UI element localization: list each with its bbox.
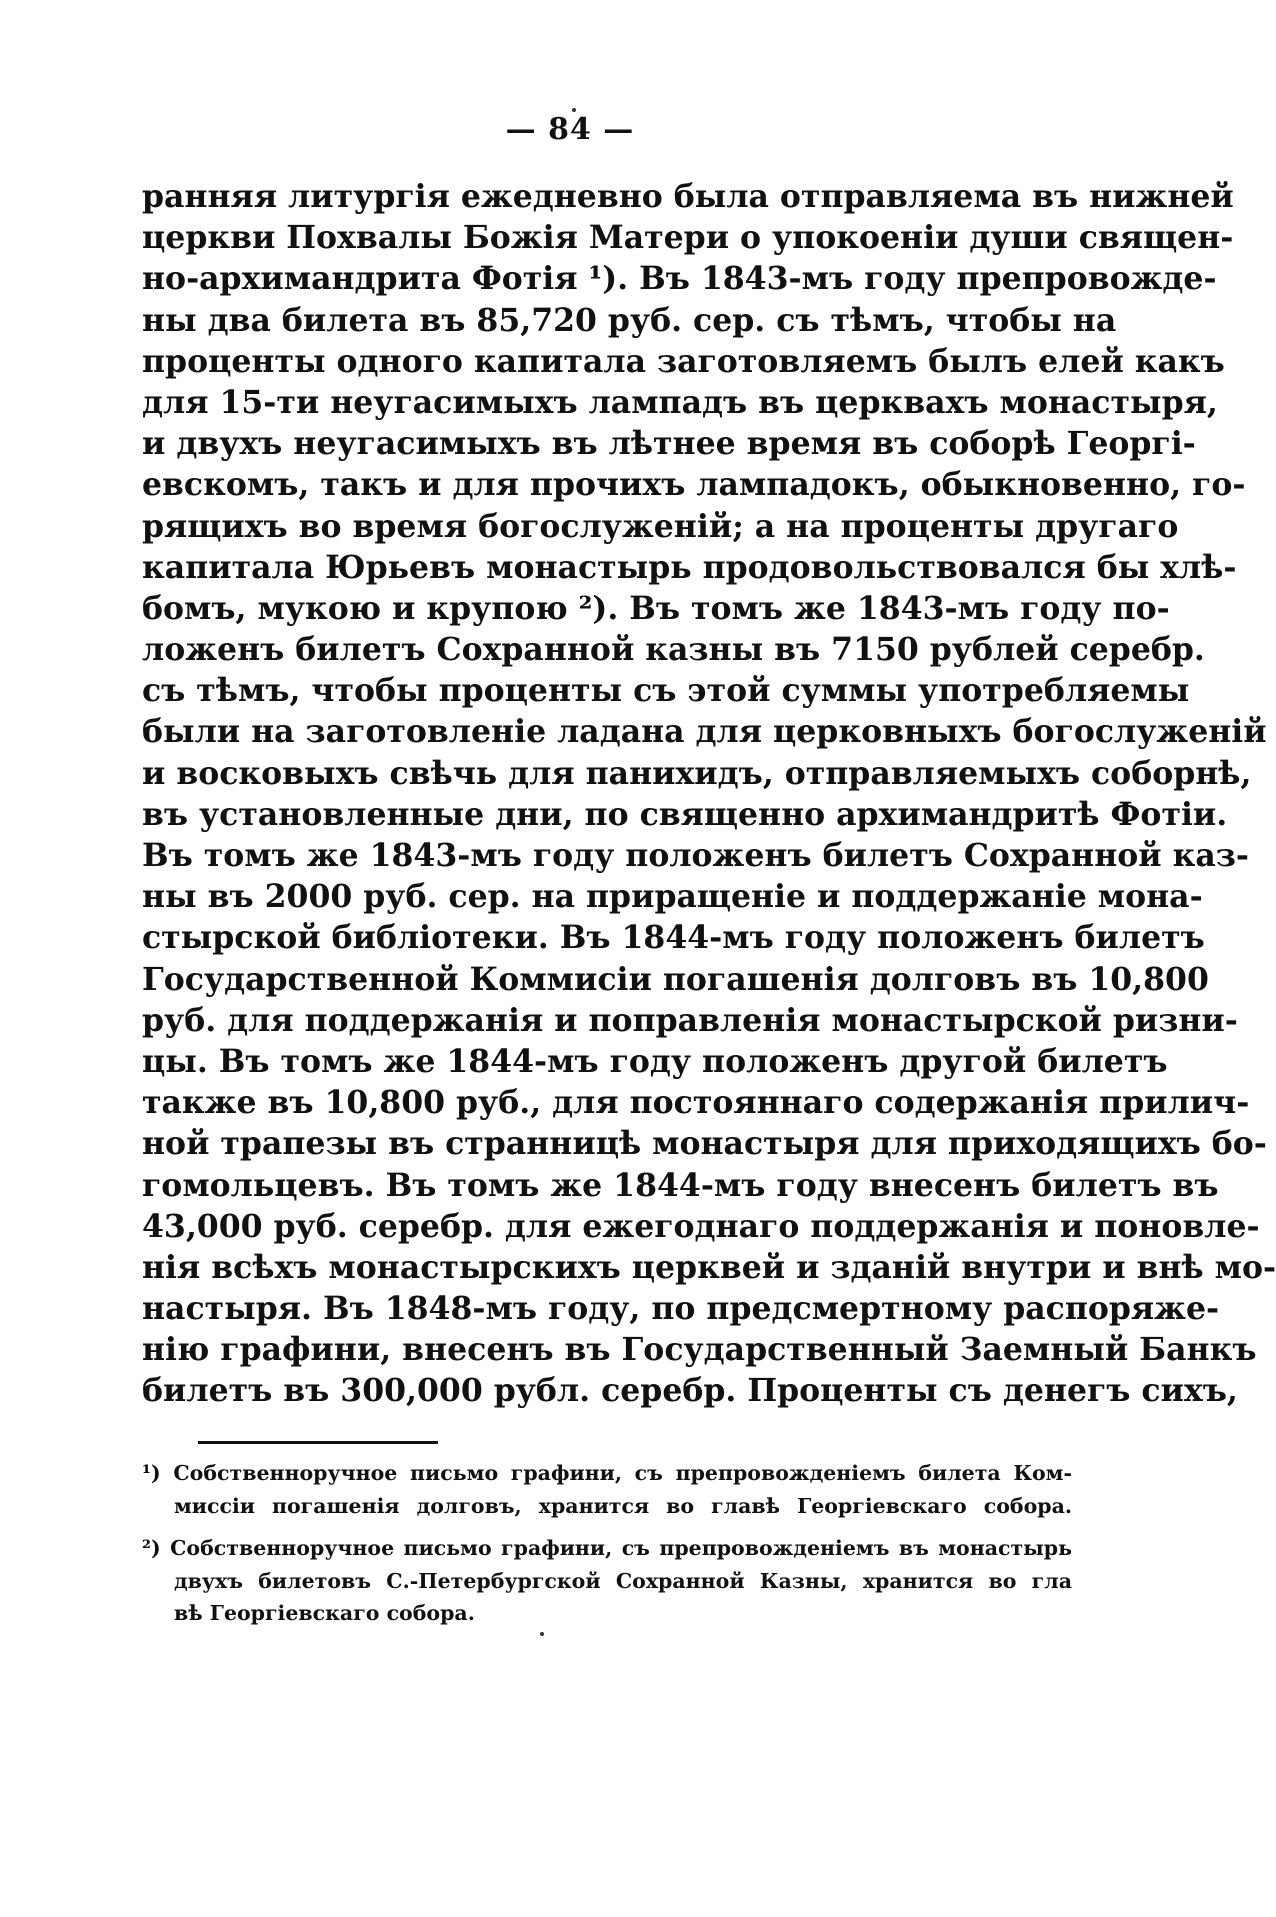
- body-line: но-архимандрита Фотія ¹). Въ 1843-мъ году препровожде-: [142, 260, 1217, 298]
- footnote-line: двухъ билетовъ С.-Петербургской Сохранной Казны, хранится во гла: [174, 1568, 1072, 1593]
- body-line: 43,000 руб. серебр. для ежегоднаго поддержанія и поновле-: [142, 1207, 1260, 1245]
- footnote-2: [142, 1532, 1072, 1630]
- body-line: и двухъ неугасимыхъ въ лѣтнее время въ соборѣ Георгі-: [142, 425, 1196, 463]
- footnotes: [142, 1457, 1072, 1630]
- footnote-line: вѣ Георгіевскаго собора.: [174, 1601, 475, 1625]
- page-number: — 84 —: [505, 112, 635, 147]
- body-line: гомольцевъ. Въ томъ же 1844-мъ году внесенъ билетъ въ: [142, 1166, 1219, 1204]
- body-line: также въ 10,800 руб., для постояннаго содержанія прилич-: [142, 1084, 1250, 1122]
- body-line: настыря. Въ 1848-мъ году, по предсмертному распоряже-: [142, 1290, 1220, 1328]
- print-speck: [540, 1632, 544, 1636]
- body-line: руб. для поддержанія и поправленія монастырской ризни-: [142, 1001, 1238, 1039]
- body-line: въ установленные дни, по священно архимандритѣ Фотіи.: [142, 795, 1228, 833]
- print-speck: [572, 108, 576, 112]
- body-line: ной трапезы въ странницѣ монастыря для приходящихъ бо-: [142, 1125, 1267, 1163]
- body-line: и восковыхъ свѣчь для панихидъ, отправляемыхъ соборнѣ,: [142, 754, 1252, 792]
- footnote-line: миссіи погашенія долговъ, хранится во главѣ Георгіевскаго собора.: [174, 1493, 1072, 1518]
- body-line: нію графини, внесенъ въ Государственный Заемный Банкъ: [142, 1331, 1257, 1369]
- body-line: для 15-ти неугасимыхъ лампадъ въ церквахъ монастыря,: [142, 383, 1218, 421]
- body-line: церкви Похвалы Божія Матери о упокоеніи души священ-: [142, 219, 1234, 257]
- body-line: цы. Въ томъ же 1844-мъ году положенъ другой билетъ: [142, 1042, 1168, 1080]
- body-line: ранняя литургія ежедневно была отправляема въ нижней: [142, 178, 1234, 215]
- body-line: нія всѣхъ монастырскихъ церквей и зданій внутри и внѣ мо-: [142, 1248, 1276, 1286]
- body-line: бомъ, мукою и крупою ²). Въ томъ же 1843-мъ году по-: [142, 589, 1170, 627]
- body-line: ложенъ билетъ Сохранной казны въ 7150 рублей серебр.: [142, 631, 1205, 669]
- footnote-line: ¹) Собственноручное письмо графини, съ препровожденіемъ билета Ком-: [142, 1461, 1072, 1485]
- body-line: съ тѣмъ, чтобы проценты съ этой суммы употребляемы: [142, 672, 1190, 710]
- footnote-line: ²) Собственноручное письмо графини, съ препровожденіемъ въ монастырь: [142, 1536, 1072, 1560]
- body-line: рящихъ во время богослуженій; а на проценты другаго: [142, 507, 1179, 545]
- body-line: капитала Юрьевъ монастырь продовольствовался бы хлѣ-: [142, 548, 1237, 586]
- body-line: были на заготовленіе ладана для церковныхъ богослуженій: [142, 713, 1267, 751]
- body-line: билетъ въ 300,000 рубл. серебр. Проценты съ денегъ сихъ,: [142, 1372, 1238, 1410]
- body-line: ны два билета въ 85,720 руб. сер. съ тѣмъ, чтобы на: [142, 301, 1117, 339]
- body-text: [142, 176, 1276, 1412]
- footnote-1: [142, 1457, 1072, 1522]
- footnote-divider: [198, 1441, 438, 1444]
- body-line: ны въ 2000 руб. сер. на приращеніе и поддержаніе мона-: [142, 878, 1203, 916]
- body-line: стырской библіотеки. Въ 1844-мъ году положенъ билетъ: [142, 919, 1205, 957]
- body-line: Государственной Коммисіи погашенія долговъ въ 10,800: [142, 960, 1209, 998]
- body-line: проценты одного капитала заготовляемъ былъ елей какъ: [142, 342, 1225, 380]
- body-line: Въ томъ же 1843-мъ году положенъ билетъ Сохранной каз-: [142, 837, 1249, 874]
- body-line: евскомъ, такъ и для прочихъ лампадокъ, обыкновенно, го-: [142, 466, 1246, 504]
